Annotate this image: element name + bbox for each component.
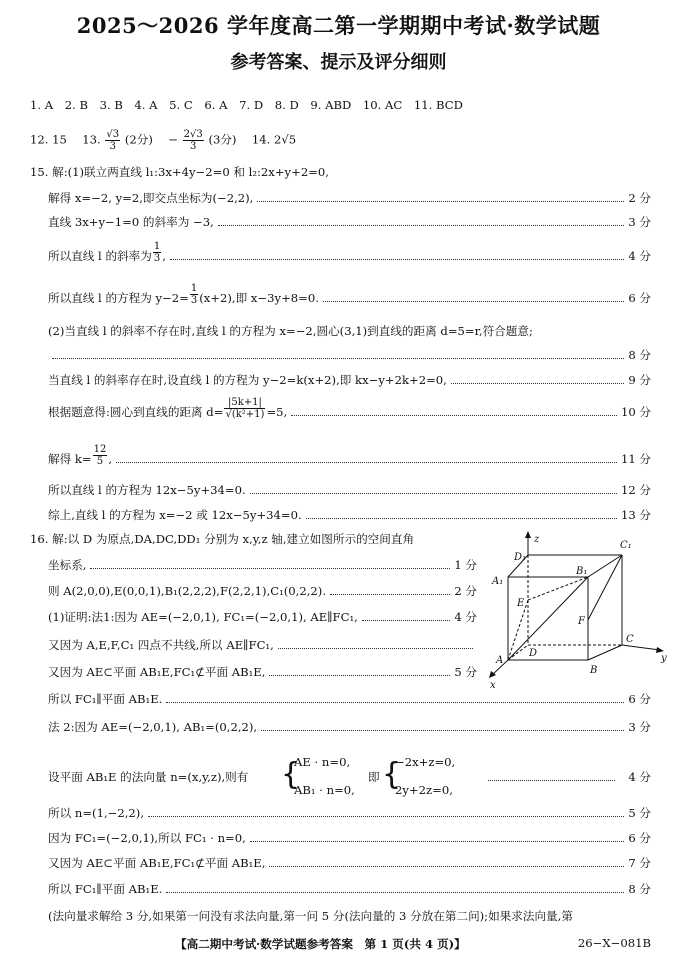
q15-intro: 15. 解:(1)联立两直线 l₁:3x+4y−2=0 和 l₂:2x+y+2=0, [30, 165, 329, 179]
line-f-c1 [588, 555, 622, 620]
q15-row-3-fraction: $\frac{1}{3}$ [190, 283, 198, 306]
q13-fraction-a: $\frac{√3}{3}$ [106, 129, 120, 152]
normal-prefix: 设平面 AB₁E 的法向量 n=(x,y,z),则有 [48, 770, 249, 784]
q16-full-row-1-leader [261, 730, 624, 731]
q15-row-2-fraction: $\frac{1}{3}$ [153, 241, 161, 264]
q15-row-5-leader [52, 358, 624, 359]
q15-row-7-points: 10 分 [620, 405, 651, 419]
label-z: z [534, 534, 540, 545]
q15-row-6-points: 9 分 [628, 373, 651, 387]
y-axis [622, 645, 660, 650]
q15-row-8-tail: , [108, 452, 113, 466]
q16-row-4-points: 5 分 [454, 665, 477, 679]
q15-row-9-points: 12 分 [620, 483, 651, 497]
line-e-b1 [528, 577, 588, 600]
q15-row-10 [48, 507, 651, 523]
q13-fraction-b: $\frac{2√3}{3}$ [183, 129, 203, 152]
q16-after-row-2-leader [269, 866, 624, 867]
q15-row-3-text: 所以直线 l 的方程为 y−2= [48, 291, 189, 305]
label-d: D [529, 648, 538, 659]
normal-eq2: AB₁ · n=0, [294, 783, 355, 797]
q15-row-10-text: 综上,直线 l 的方程为 x=−2 或 12x−5y+34=0. [48, 508, 302, 522]
q16-after-row-3-points: 8 分 [628, 882, 651, 896]
q16-row-3-leader [278, 648, 473, 649]
normal-points: 4 分 [628, 770, 651, 784]
page-subtitle: 参考答案、提示及评分细则 [230, 52, 447, 73]
q15-row-1-points: 3 分 [628, 215, 651, 229]
label-e: E [517, 598, 525, 609]
q15-row-7-tail: =5, [266, 405, 288, 419]
q15-row-8 [48, 444, 651, 467]
q16-row-1 [48, 583, 477, 599]
q15-row-7-fraction: $\frac{|5k+1|}{\text{√(k²+1)}}$ [225, 397, 265, 420]
q16-row-4-leader [269, 675, 450, 676]
q15-row-10-points: 13 分 [620, 508, 651, 522]
q16-after-row-1-points: 6 分 [628, 831, 651, 845]
q15-row-3-tail: (x+2),即 x−3y+8=0. [199, 291, 319, 305]
q13-b-sign: − [168, 132, 178, 147]
q16-row-2-text: (1)证明:法1:因为 AE=(−2,0,1), FC₁=(−2,0,1), AE∥FC₁, [48, 610, 358, 624]
q16-row-4 [48, 664, 477, 680]
q16-row-3-text: 又因为 A,E,F,C₁ 四点不共线,所以 AE∥FC₁, [48, 638, 274, 652]
label-c: C [626, 634, 634, 645]
q16-after-row-1-leader [250, 841, 625, 842]
q15-row-8-text: 解得 k= [48, 452, 92, 466]
q13-label: 13. [82, 132, 101, 147]
q15-row-0-points: 2 分 [628, 191, 651, 205]
q15-row-7-leader [291, 415, 617, 416]
choice-answers: 1. A 2. B 3. B 4. A 5. C 6. A 7. D 8. D 9. ABD 10. AC 11. BCD [30, 98, 463, 112]
q16-row-1-text: 则 A(2,0,0),E(0,0,1),B₁(2,2,2),F(2,2,1),C₁(0,2,2). [48, 584, 327, 598]
q16-row-2 [48, 609, 477, 625]
z-arrow [525, 531, 531, 538]
q16-row-1-points: 2 分 [454, 584, 477, 598]
label-f: F [578, 616, 585, 627]
label-c1: C₁ [620, 540, 632, 551]
q15-row-6 [48, 372, 651, 388]
q15-row-1-text: 直线 3x+y−1=0 的斜率为 −3, [48, 215, 214, 229]
q16-after-row-3-leader [166, 892, 624, 893]
q16-full-row-0-leader [166, 702, 624, 703]
line-a-e [508, 600, 528, 660]
q15-row-3-points: 6 分 [628, 291, 651, 305]
brace-left-1: { [281, 757, 301, 792]
q15-row-8-leader [116, 462, 617, 463]
page-title: 2025～2026 学年度高二第一学期期中考试·数学试题 [76, 13, 601, 38]
q15-row-2 [48, 241, 651, 264]
label-a1: A₁ [492, 576, 504, 587]
q15-row-2-tail: , [162, 249, 166, 263]
brace-left-2: { [382, 757, 402, 792]
q13-a-points: (2分) [124, 132, 153, 147]
q13-b-points: (3分) [208, 132, 237, 147]
q15-row-2-text: 所以直线 l 的斜率为 [48, 249, 152, 263]
q16-full-row-0-text: 所以 FC₁∥平面 AB₁E. [48, 692, 163, 706]
q16-after-row-0-points: 5 分 [628, 806, 651, 820]
q14-answer: 14. 2√5 [251, 132, 297, 147]
q15-row-0-text: 解得 x=−2, y=2,即交点坐标为(−2,2), [48, 191, 254, 205]
q16-full-row-0-points: 6 分 [628, 692, 651, 706]
q16-intro: 16. 解:以 D 为原点,DA,DC,DD₁ 分别为 x,y,z 轴,建立如图所示的空间直角 [30, 532, 415, 546]
q15-row-1-leader [218, 225, 625, 226]
q16-after-row-2 [48, 855, 651, 871]
q16-after-row-3 [48, 881, 651, 897]
fill-answers [30, 129, 296, 152]
edge-b1-c1 [588, 555, 622, 577]
q15-row-5 [48, 347, 651, 363]
q12-answer: 12. 15 [30, 132, 67, 147]
q16-after-row-1 [48, 830, 651, 846]
q15-row-2-points: 4 分 [628, 249, 651, 263]
normal-dots [488, 780, 615, 781]
q15-row-7-text: 根据题意得:圆心到直线的距离 d= [48, 405, 224, 419]
exam-code: 26−X−081B [577, 936, 651, 950]
q15-row-3 [48, 283, 651, 306]
q16-full-row-0 [48, 691, 651, 707]
q16-row-4-text: 又因为 AE⊂平面 AB₁E,FC₁⊄平面 AB₁E, [48, 665, 266, 679]
label-x: x [490, 680, 496, 691]
q15-row-0 [48, 190, 651, 206]
q16-after-row-1-text: 因为 FC₁=(−2,0,1),所以 FC₁ · n=0, [48, 831, 246, 845]
q15-row-10-leader [306, 518, 617, 519]
q15-row-1 [48, 214, 651, 230]
edge-a-d [508, 645, 528, 660]
q16-after-row-0 [48, 805, 651, 821]
q15-row-6-leader [451, 383, 624, 384]
line-a-b1 [508, 577, 588, 660]
q15-row-8-fraction: $\frac{12}{5}$ [93, 444, 107, 467]
q16-row-2-leader [362, 620, 451, 621]
edge-b-c [588, 645, 622, 660]
q15-row-6-text: 当直线 l 的斜率存在时,设直线 l 的方程为 y−2=k(x+2),即 kx−y+2k+2=0, [48, 373, 447, 387]
q15-row-9-leader [250, 493, 617, 494]
q16-note: (法向量求解给 3 分,如果第一问没有求法向量,第一问 5 分(法向量的 3 分放在第二问);如果求法向量,第 [48, 909, 573, 923]
q15-row-4-text: (2)当直线 l 的斜率不存在时,直线 l 的方程为 x=−2,圆心(3,1)到直线的距离 d=5=r,符合题意; [48, 324, 533, 338]
q15-row-3-leader [323, 301, 624, 302]
q16-row-3 [48, 637, 477, 653]
q15-row-4 [48, 323, 651, 339]
label-b1: B₁ [576, 566, 588, 577]
label-y: y [661, 653, 667, 664]
q16-full-row-1-points: 3 分 [628, 720, 651, 734]
q15-row-9 [48, 482, 651, 498]
q16-after-row-2-points: 7 分 [628, 856, 651, 870]
label-a: A [496, 655, 504, 666]
q16-row-0-points: 1 分 [454, 558, 477, 572]
normal-eq3: −2x+z=0, [395, 755, 456, 769]
label-b: B [590, 665, 598, 676]
q16-after-row-0-leader [148, 816, 624, 817]
q16-row-1-leader [330, 594, 450, 595]
q16-after-row-0-text: 所以 n=(1,−2,2), [48, 806, 144, 820]
q15-row-0-leader [257, 201, 624, 202]
q16-full-row-1 [48, 719, 651, 735]
normal-vector-system [48, 752, 651, 802]
q15-row-8-points: 11 分 [620, 452, 651, 466]
q16-after-row-2-text: 又因为 AE⊂平面 AB₁E,FC₁⊄平面 AB₁E, [48, 856, 266, 870]
cube-figure [470, 530, 670, 691]
page-footer: 【高二期中考试·数学试题参考答案 第 1 页(共 4 页)】 [175, 937, 466, 951]
q16-full-row-1-text: 法 2:因为 AE=(−2,0,1), AB₁=(0,2,2), [48, 720, 258, 734]
normal-eq4: 2y+2z=0, [395, 783, 453, 797]
q16-row-0 [48, 557, 477, 573]
q16-after-row-3-text: 所以 FC₁∥平面 AB₁E. [48, 882, 163, 896]
q15-row-2-leader [170, 259, 624, 260]
q15-row-9-text: 所以直线 l 的方程为 12x−5y+34=0. [48, 483, 246, 497]
q16-row-0-text: 坐标系, [48, 558, 87, 572]
normal-mid: 即 [368, 770, 380, 784]
q15-row-7 [48, 397, 651, 420]
q15-row-5-points: 8 分 [628, 348, 651, 362]
normal-eq1: AE · n=0, [294, 755, 351, 769]
q16-row-2-points: 4 分 [454, 610, 477, 624]
label-d1: D₁ [514, 552, 527, 563]
q16-row-0-leader [90, 568, 450, 569]
